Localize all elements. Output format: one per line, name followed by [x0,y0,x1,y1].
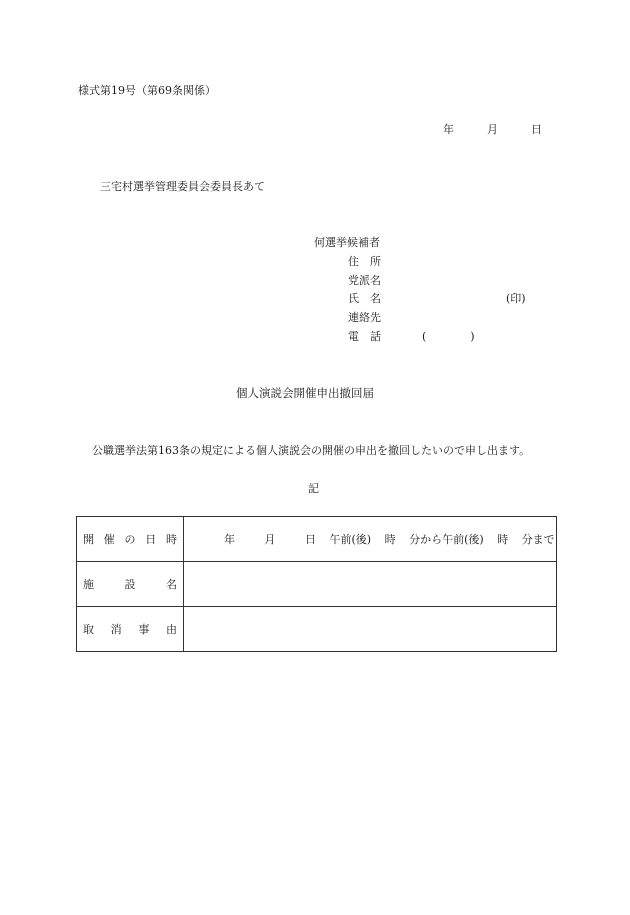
body-text: 公職選挙法第163条の規定による個人演説会の開催の申出を撤回したいので申し出ます。 [92,444,531,457]
date-day: 日 [531,123,542,136]
phone-label: 電 話 [348,330,381,343]
label-char: 催 [103,533,115,546]
candidate-title: 何選挙候補者 [314,236,380,249]
table-row-facility [77,562,557,607]
label-char: 消 [110,623,122,636]
address-label: 住 所 [348,255,381,268]
table-row-datetime [77,517,557,562]
reason-label [77,607,184,652]
phone-paren-open: ( [422,330,427,343]
facility-label [77,562,184,607]
label-char: 由 [165,623,177,636]
dt-hour-1: 時 [384,533,396,546]
seal-mark: (印) [506,292,526,305]
label-char: 日 [145,533,157,546]
addressee: 三宅村選挙管理委員会委員長あて [100,180,265,193]
dt-day: 日 [305,533,316,546]
reason-value-cell[interactable] [184,607,557,652]
label-char: 開 [83,533,94,546]
label-char: 施 [83,578,94,591]
label-char: の [124,533,136,546]
date-line [443,123,542,137]
phone-paren-close: ) [470,330,475,343]
label-char: 名 [166,578,177,591]
details-table [76,516,557,652]
dt-year: 年 [224,533,235,546]
datetime-label [77,517,184,562]
date-year: 年 [443,123,454,136]
dt-hour-2: 時 [497,533,509,546]
dt-month: 月 [264,533,276,546]
table-row-reason [77,607,557,652]
label-char: 取 [83,623,94,636]
dt-min-to: 分まで [521,533,555,546]
name-label: 氏 名 [348,292,381,305]
label-char: 事 [138,623,150,636]
document-title: 個人演説会開催申出撤回届 [236,386,374,400]
dt-ampm-1: 午前(後) [329,533,372,546]
dt-min-from: 分から午前(後) [409,533,484,546]
form-number: 様式第19号（第69条関係） [78,84,216,97]
contact-label: 連絡先 [348,311,381,324]
label-char: 時 [166,533,177,546]
phone-parens [422,330,475,344]
label-char: 設 [124,578,136,591]
party-label: 党派名 [348,274,381,287]
facility-value-cell[interactable] [184,562,557,607]
date-month: 月 [487,123,498,136]
ki-marker: 記 [308,482,319,495]
datetime-value-cell[interactable] [184,517,557,562]
